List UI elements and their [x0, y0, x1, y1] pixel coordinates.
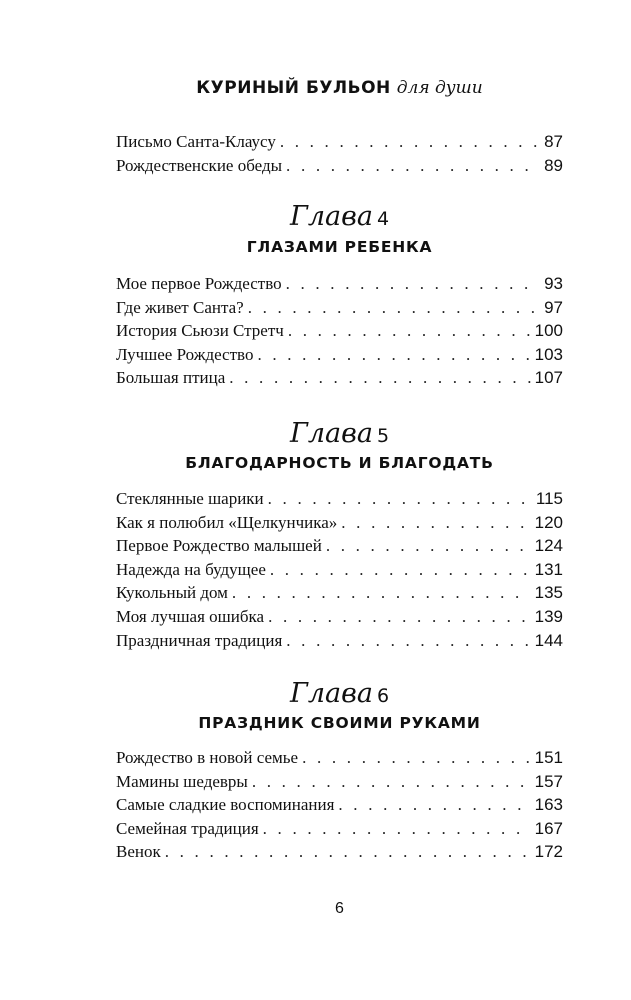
dot-leader [286, 154, 540, 178]
toc-list [116, 487, 563, 652]
toc-entry-page: 172 [534, 842, 563, 862]
toc-entry-page: 93 [544, 274, 563, 293]
dot-leader [286, 629, 530, 653]
toc-entry-page: 89 [544, 155, 563, 175]
toc-entry [116, 487, 563, 511]
dot-leader [341, 511, 530, 535]
toc-entry [116, 793, 563, 817]
dot-leader [252, 770, 531, 794]
dot-leader [302, 746, 531, 770]
chapter-name: ГЛАЗАМИ РЕБЕНКА [246, 238, 433, 256]
chapter-number: 6 [376, 685, 390, 707]
running-head-title: КУРИНЫЙ БУЛЬОН [196, 78, 391, 98]
chapter-word: Глава [289, 201, 373, 232]
toc-entry [116, 581, 563, 605]
toc-entry-title: Лучшее Рождество [116, 344, 254, 364]
toc-entry [116, 130, 563, 154]
dot-leader [280, 130, 540, 154]
chapter-number: 5 [376, 425, 390, 447]
toc-entry [116, 840, 563, 864]
toc-entry-title: Надежда на будущее [116, 559, 266, 579]
toc-entry [116, 746, 563, 770]
dot-leader [165, 840, 531, 864]
dot-leader [263, 817, 531, 841]
toc-entry-title: Как я полюбил «Щелкунчика» [116, 512, 338, 532]
toc-entry-page: 115 [535, 489, 563, 508]
chapter-heading [116, 680, 563, 707]
toc-entry-page: 151 [534, 748, 563, 767]
dot-leader [288, 319, 531, 343]
chapter-number: 4 [376, 208, 390, 230]
toc-entry-title: Письмо Санта-Клаусу [116, 132, 276, 151]
toc-entry-title: Самые сладкие воспоминания [116, 795, 335, 815]
dot-leader [326, 534, 531, 558]
chapter-heading [116, 420, 563, 447]
toc-entry [116, 558, 563, 582]
running-head [116, 78, 563, 98]
chapter-name-block [116, 456, 563, 472]
chapter-title [116, 420, 563, 447]
toc-entry-title: Мамины шедевры [116, 771, 248, 791]
toc-entry-page: 139 [534, 606, 563, 626]
toc-entry-page: 157 [534, 771, 563, 791]
chapter-name-block [116, 716, 563, 732]
toc-entry-page: 163 [534, 795, 563, 815]
chapter-name-block [116, 240, 563, 256]
toc-entry-page: 131 [534, 559, 563, 579]
dot-leader [286, 272, 540, 296]
toc-entry [116, 817, 563, 841]
toc-entry-page: 100 [534, 321, 563, 341]
chapter-word: Глава [289, 418, 373, 449]
toc-entry [116, 534, 563, 558]
toc-entry-page: 103 [534, 344, 563, 364]
chapter-title [116, 203, 563, 230]
toc-entry-page: 124 [534, 536, 563, 556]
dot-leader [338, 793, 530, 817]
toc-entry-title: Венок [116, 842, 161, 862]
toc-entry-title: История Сьюзи Стретч [116, 321, 284, 341]
chapter-title [116, 680, 563, 707]
toc-entry-page: 120 [534, 512, 563, 532]
toc-entry [116, 154, 563, 178]
toc-entry-title: Первое Рождество малышей [116, 536, 322, 556]
toc-entry [116, 605, 563, 629]
dot-leader [268, 605, 531, 629]
toc-entry [116, 296, 563, 320]
toc-entry-title: Праздничная традиция [116, 630, 283, 650]
toc-entry [116, 366, 563, 390]
toc-entry-page: 135 [534, 583, 563, 603]
toc-entry-title: Кукольный дом [116, 583, 228, 603]
toc-entry-page: 87 [544, 132, 563, 151]
chapter-name: ПРАЗДНИК СВОИМИ РУКАМИ [198, 714, 481, 732]
toc-entry-title: Семейная традиция [116, 818, 259, 838]
toc-entry-title: Моя лучшая ошибка [116, 606, 265, 626]
dot-leader [270, 558, 531, 582]
toc-entry [116, 511, 563, 535]
toc-list [116, 272, 563, 390]
dot-leader [268, 487, 532, 511]
toc-entry-title: Рождество в новой семье [116, 748, 299, 767]
dot-leader [232, 581, 531, 605]
toc-entry-title: Стеклянные шарики [116, 489, 264, 508]
toc-list [116, 130, 563, 177]
toc-entry-title: Большая птица [116, 368, 226, 388]
toc-entry [116, 272, 563, 296]
toc-entry-title: Где живет Санта? [116, 297, 244, 317]
toc-entry-page: 97 [544, 297, 563, 317]
toc-entry [116, 319, 563, 343]
chapter-heading [116, 203, 563, 230]
dot-leader [248, 296, 540, 320]
toc-entry-page: 107 [534, 368, 563, 388]
dot-leader [257, 343, 530, 367]
toc-entry-page: 144 [534, 630, 563, 650]
chapter-name: БЛАГОДАРНОСТЬ И БЛАГОДАТЬ [185, 454, 494, 472]
toc-list [116, 746, 563, 864]
toc-entry-title: Мое первое Рождество [116, 274, 282, 293]
page-number: 6 [335, 900, 344, 917]
toc-entry [116, 629, 563, 653]
toc-entry [116, 770, 563, 794]
toc-page [116, 0, 563, 1000]
toc-entry-title: Рождественские обеды [116, 155, 283, 175]
toc-entry-page: 167 [534, 818, 563, 838]
running-head-script: для души [396, 78, 483, 98]
toc-entry [116, 343, 563, 367]
chapter-word: Глава [289, 678, 373, 709]
dot-leader [229, 366, 530, 390]
